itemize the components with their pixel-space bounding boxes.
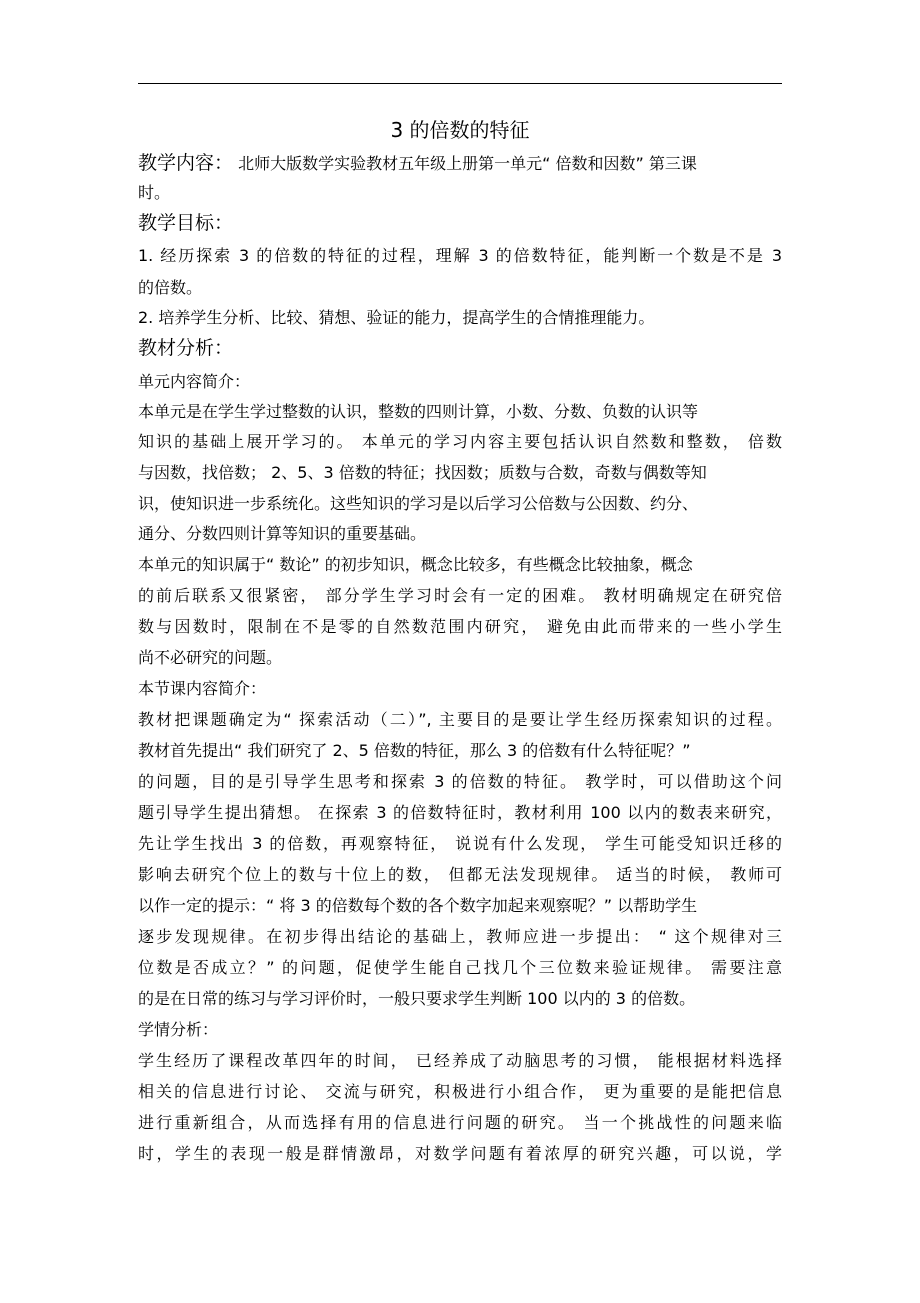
objective-item: 2. 培养学生分析、比较、猜想、验证的能力，提高学生的合情推理能力。 bbox=[138, 308, 655, 327]
content-text-cont: 时。 bbox=[138, 183, 171, 202]
top-rule bbox=[138, 83, 782, 84]
paragraph-line: 学生经历了课程改革四年的时间， 已经养成了动脑思考的习惯， 能根据材料选择 bbox=[138, 1051, 782, 1070]
paragraph-line: 教材把课题确定为“ 探索活动（二）”, 主要目的是要让学生经历探索知识的过程。 bbox=[138, 710, 782, 729]
paragraph-line: 知识的基础上展开学习的。 本单元的学习内容主要包括认识自然数和整数， 倍数 bbox=[138, 432, 782, 451]
lesson-intro-heading: 本节课内容简介： bbox=[138, 679, 267, 698]
paragraph-line: 数与因数时，限制在不是零的自然数范围内研究， 避免由此而带来的一些小学生 bbox=[138, 617, 782, 636]
paragraph-line: 通分、分数四则计算等知识的重要基础。 bbox=[138, 524, 427, 543]
unit-intro-heading: 单元内容简介： bbox=[138, 372, 251, 391]
student-analysis-heading: 学情分析： bbox=[138, 1020, 219, 1039]
objective-item: 的倍数。 bbox=[138, 278, 203, 297]
paragraph-line: 教材首先提出“ 我们研究了 2、5 倍数的特征，那么 3 的倍数有什么特征呢？” bbox=[138, 741, 691, 760]
objective-item: 1. 经历探索 3 的倍数的特征的过程，理解 3 的倍数特征，能判断一个数是不是 3 bbox=[138, 246, 782, 265]
paragraph-line: 相关的信息进行讨论、 交流与研究，积极进行小组合作， 更为重要的是能把信息 bbox=[138, 1082, 782, 1101]
paragraph-line: 逐步发现规律。在初步得出结论的基础上，教师应进一步提出： “ 这个规律对三 bbox=[138, 927, 782, 946]
paragraph-line: 影响去研究个位上的数与十位上的数， 但都无法发现规律。 适当的时候， 教师可 bbox=[138, 865, 782, 884]
paragraph-line: 识，使知识进一步系统化。这些知识的学习是以后学习公倍数与公因数、约分、 bbox=[138, 494, 699, 513]
paragraph-line: 题引导学生提出猜想。 在探索 3 的倍数特征时，教材利用 100 以内的数表来研究， bbox=[138, 803, 782, 822]
paragraph-line: 的前后联系又很紧密， 部分学生学习时会有一定的困难。 教材明确规定在研究倍 bbox=[138, 586, 782, 605]
paragraph-line: 与因数，找倍数； 2、5、3 倍数的特征；找因数；质数与合数，奇数与偶数等知 bbox=[138, 463, 707, 482]
page-title: 3 的倍数的特征 bbox=[390, 118, 530, 142]
paragraph-line: 位数是否成立？” 的问题，促使学生能自己找几个三位数来验证规律。 需要注意 bbox=[138, 958, 782, 977]
content-label: 教学内容： bbox=[138, 152, 234, 174]
paragraph-line: 本单元的知识属于“ 数论” 的初步知识，概念比较多，有些概念比较抽象，概念 bbox=[138, 555, 693, 574]
paragraph-line: 本单元是在学生学过整数的认识，整数的四则计算，小数、分数、负数的认识等 bbox=[138, 402, 699, 421]
paragraph-line: 时，学生的表现一般是群情激昂，对数学问题有着浓厚的研究兴趣，可以说，学 bbox=[138, 1144, 782, 1163]
paragraph-line: 进行重新组合，从而选择有用的信息进行问题的研究。 当一个挑战性的问题来临 bbox=[138, 1113, 782, 1132]
paragraph-line: 的是在日常的练习与学习评价时，一般只要求学生判断 100 以内的 3 的倍数。 bbox=[138, 989, 696, 1008]
content-text: 北师大版数学实验教材五年级上册第一单元“ 倍数和因数” 第三课 bbox=[238, 154, 697, 173]
content-line bbox=[138, 150, 697, 176]
paragraph-line: 的问题，目的是引导学生思考和探索 3 的倍数的特征。 教学时，可以借助这个问 bbox=[138, 772, 782, 791]
paragraph-line: 先让学生找出 3 的倍数，再观察特征， 说说有什么发现， 学生可能受知识迁移的 bbox=[138, 834, 782, 853]
objectives-heading: 教学目标： bbox=[138, 212, 234, 234]
paragraph-line: 以作一定的提示：“ 将 3 的倍数每个数的各个数字加起来观察呢？” 以帮助学生 bbox=[138, 896, 698, 915]
paragraph-line: 尚不必研究的问题。 bbox=[138, 648, 283, 667]
analysis-heading: 教材分析： bbox=[138, 337, 234, 359]
